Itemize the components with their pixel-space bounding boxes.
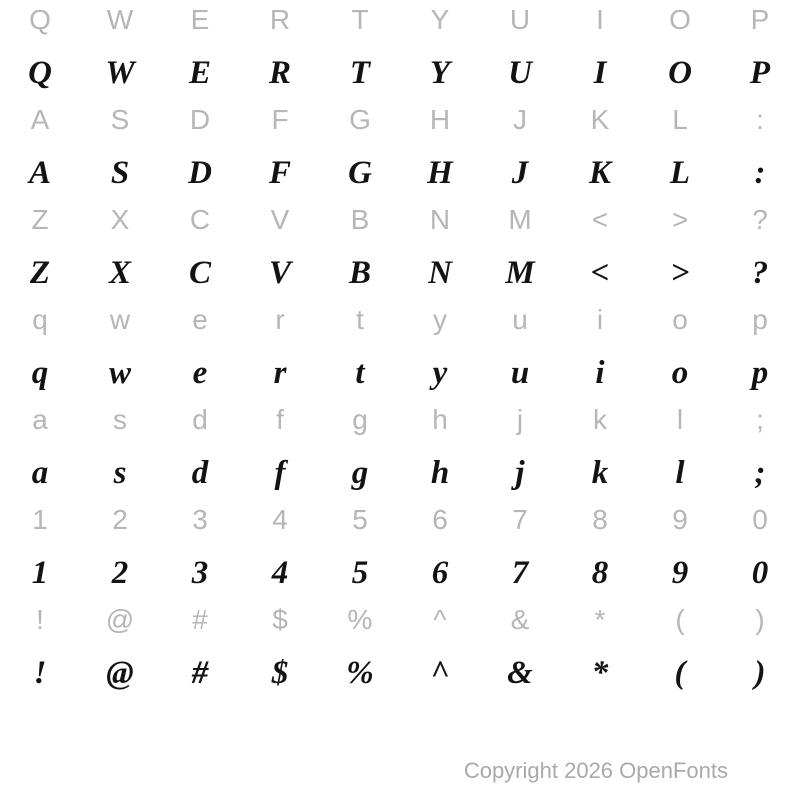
glyph-cell: ; bbox=[756, 404, 764, 435]
glyph-row-dark-7 bbox=[0, 650, 800, 696]
glyph-row-gray-1 bbox=[0, 0, 800, 40]
glyph-cell: Q bbox=[28, 55, 52, 91]
glyph-cell: 9 bbox=[672, 504, 688, 535]
glyph-row-gray-4 bbox=[0, 300, 800, 340]
glyph-cell: w bbox=[109, 304, 131, 335]
glyph-cell: 2 bbox=[112, 504, 128, 535]
glyph-cell: y bbox=[432, 355, 448, 391]
glyph-cell: V bbox=[268, 255, 291, 291]
glyph-cell: a bbox=[31, 455, 49, 491]
glyph-cell: C bbox=[189, 204, 211, 235]
glyph-cell: H bbox=[427, 155, 453, 191]
glyph-cell: ^ bbox=[430, 655, 450, 691]
glyph-cell: I bbox=[596, 4, 604, 35]
glyph-cell: M bbox=[508, 204, 532, 235]
glyph-cell: P bbox=[749, 55, 771, 91]
glyph-cell: > bbox=[671, 204, 689, 235]
glyph-cell: ; bbox=[754, 455, 766, 491]
glyph-cell: R bbox=[268, 55, 291, 91]
glyph-cell: k bbox=[593, 404, 607, 435]
glyph-cell: h bbox=[430, 455, 450, 491]
glyph-cell: L bbox=[672, 104, 688, 135]
glyph-cell: ) bbox=[755, 604, 765, 635]
glyph-cell: o bbox=[672, 304, 688, 335]
glyph-cell: R bbox=[269, 4, 291, 35]
glyph-cell: d bbox=[192, 404, 208, 435]
glyph-cell: O bbox=[668, 55, 692, 91]
glyph-cell: g bbox=[351, 455, 369, 491]
glyph-cell: 7 bbox=[511, 555, 529, 591]
glyph-row-dark-5 bbox=[0, 450, 800, 496]
glyph-cell: $ bbox=[272, 604, 288, 635]
glyph-cell: 4 bbox=[271, 555, 289, 591]
glyph-cell: i bbox=[595, 355, 605, 391]
glyph-cell: M bbox=[505, 255, 535, 291]
glyph-cell: W bbox=[105, 55, 135, 91]
glyph-cell: ( bbox=[674, 655, 686, 691]
glyph-cell: w bbox=[108, 355, 131, 391]
glyph-row-gray-7 bbox=[0, 600, 800, 640]
glyph-row-gray-2 bbox=[0, 100, 800, 140]
glyph-cell: N bbox=[428, 255, 452, 291]
glyph-row-dark-2 bbox=[0, 150, 800, 196]
glyph-cell: o bbox=[671, 355, 689, 391]
glyph-cell: ) bbox=[754, 655, 766, 691]
glyph-cell: @ bbox=[106, 655, 134, 691]
glyph-cell: > bbox=[670, 255, 690, 291]
glyph-row-dark-6 bbox=[0, 550, 800, 596]
glyph-cell: G bbox=[349, 104, 371, 135]
glyph-cell: 0 bbox=[752, 504, 768, 535]
glyph-cell: 3 bbox=[191, 555, 209, 591]
glyph-cell: f bbox=[274, 455, 286, 491]
glyph-cell: B bbox=[348, 255, 371, 291]
glyph-cell: A bbox=[28, 155, 51, 191]
glyph-cell: @ bbox=[105, 604, 135, 635]
glyph-cell: 8 bbox=[591, 555, 609, 591]
glyph-cell: * bbox=[594, 604, 606, 635]
glyph-row-dark-4 bbox=[0, 350, 800, 396]
glyph-cell: X bbox=[108, 255, 131, 291]
glyph-row-gray-3 bbox=[0, 200, 800, 240]
glyph-cell: B bbox=[350, 204, 370, 235]
glyph-cell: u bbox=[512, 304, 528, 335]
glyph-cell: q bbox=[31, 355, 49, 391]
glyph-cell: & bbox=[507, 655, 533, 691]
glyph-cell: 5 bbox=[352, 504, 368, 535]
glyph-row-gray-6 bbox=[0, 500, 800, 540]
glyph-cell: ! bbox=[33, 655, 47, 691]
glyph-cell: l bbox=[675, 455, 685, 491]
glyph-cell: p bbox=[752, 304, 768, 335]
glyph-cell: 5 bbox=[351, 555, 369, 591]
glyph-cell: & bbox=[510, 604, 530, 635]
glyph-cell: k bbox=[591, 455, 609, 491]
glyph-cell: T bbox=[351, 4, 369, 35]
glyph-cell: Y bbox=[430, 4, 450, 35]
copyright-notice: Copyright 2026 OpenFonts bbox=[463, 758, 728, 783]
glyph-cell: Y bbox=[429, 55, 451, 91]
glyph-cell: D bbox=[189, 104, 211, 135]
glyph-cell: j bbox=[515, 455, 525, 491]
glyph-row-dark-1 bbox=[0, 50, 800, 96]
glyph-cell: 9 bbox=[671, 555, 689, 591]
glyph-cell: J bbox=[513, 104, 527, 135]
glyph-cell: C bbox=[188, 255, 211, 291]
glyph-cell: 6 bbox=[431, 555, 449, 591]
glyph-cell: < bbox=[591, 204, 609, 235]
glyph-cell: l bbox=[676, 404, 684, 435]
glyph-cell: # bbox=[191, 655, 209, 691]
glyph-cell: 0 bbox=[751, 555, 769, 591]
glyph-cell: O bbox=[669, 4, 691, 35]
glyph-cell: i bbox=[596, 304, 604, 335]
glyph-cell: A bbox=[30, 104, 50, 135]
glyph-cell: I bbox=[593, 55, 607, 91]
glyph-cell: S bbox=[110, 104, 130, 135]
glyph-cell: J bbox=[511, 155, 529, 191]
glyph-cell: D bbox=[188, 155, 212, 191]
glyph-cell: Z bbox=[31, 204, 49, 235]
glyph-cell: ? bbox=[752, 204, 768, 235]
glyph-cell: : bbox=[756, 104, 764, 135]
glyph-cell: 7 bbox=[512, 504, 528, 535]
glyph-cell: 1 bbox=[31, 555, 49, 591]
glyph-cell: ^ bbox=[433, 604, 447, 635]
glyph-cell: V bbox=[270, 204, 290, 235]
glyph-cell: P bbox=[750, 4, 770, 35]
glyph-cell: : bbox=[754, 155, 766, 191]
glyph-cell: S bbox=[110, 155, 130, 191]
glyph-cell: ! bbox=[36, 604, 44, 635]
glyph-cell: T bbox=[349, 55, 371, 91]
glyph-cell: Z bbox=[29, 255, 51, 291]
glyph-row-gray-5 bbox=[0, 400, 800, 440]
glyph-cell: t bbox=[355, 355, 365, 391]
glyph-cell: ? bbox=[751, 255, 769, 291]
glyph-cell: p bbox=[751, 355, 769, 391]
glyph-cell: d bbox=[191, 455, 209, 491]
glyph-cell: N bbox=[429, 204, 451, 235]
glyph-cell: r bbox=[273, 355, 287, 391]
glyph-cell: h bbox=[432, 404, 448, 435]
glyph-cell: 3 bbox=[192, 504, 208, 535]
glyph-cell: q bbox=[32, 304, 48, 335]
glyph-cell: 4 bbox=[272, 504, 288, 535]
glyph-cell: K bbox=[590, 104, 610, 135]
glyph-cell: f bbox=[276, 404, 284, 435]
glyph-cell: Q bbox=[29, 4, 51, 35]
glyph-cell: % bbox=[347, 604, 373, 635]
glyph-cell: < bbox=[590, 255, 610, 291]
glyph-cell: 8 bbox=[592, 504, 608, 535]
glyph-cell: g bbox=[352, 404, 368, 435]
glyph-cell: e bbox=[192, 355, 208, 391]
glyph-cell: j bbox=[516, 404, 524, 435]
glyph-cell: 2 bbox=[111, 555, 129, 591]
glyph-cell: U bbox=[509, 4, 531, 35]
glyph-row-dark-3 bbox=[0, 250, 800, 296]
glyph-cell: F bbox=[268, 155, 291, 191]
glyph-cell: G bbox=[348, 155, 372, 191]
glyph-cell: % bbox=[346, 655, 374, 691]
glyph-cell: s bbox=[113, 455, 127, 491]
glyph-cell: L bbox=[669, 155, 691, 191]
glyph-cell: K bbox=[588, 155, 611, 191]
glyph-cell: 6 bbox=[432, 504, 448, 535]
glyph-cell: t bbox=[356, 304, 364, 335]
glyph-cell: $ bbox=[271, 655, 289, 691]
glyph-cell: r bbox=[275, 304, 285, 335]
glyph-cell: e bbox=[192, 304, 208, 335]
glyph-cell: E bbox=[188, 55, 211, 91]
glyph-cell: 1 bbox=[32, 504, 48, 535]
glyph-cell: H bbox=[429, 104, 451, 135]
glyph-cell: u bbox=[510, 355, 530, 391]
glyph-cell: X bbox=[110, 204, 130, 235]
glyph-cell: # bbox=[192, 604, 208, 635]
glyph-cell: s bbox=[113, 404, 127, 435]
glyph-cell: a bbox=[32, 404, 48, 435]
glyph-cell: y bbox=[433, 304, 447, 335]
glyph-cell: E bbox=[190, 4, 210, 35]
glyph-cell: F bbox=[271, 104, 289, 135]
glyph-cell: W bbox=[106, 4, 134, 35]
glyph-cell: U bbox=[508, 55, 532, 91]
glyph-cell: ( bbox=[675, 604, 685, 635]
glyph-cell: * bbox=[591, 655, 609, 691]
